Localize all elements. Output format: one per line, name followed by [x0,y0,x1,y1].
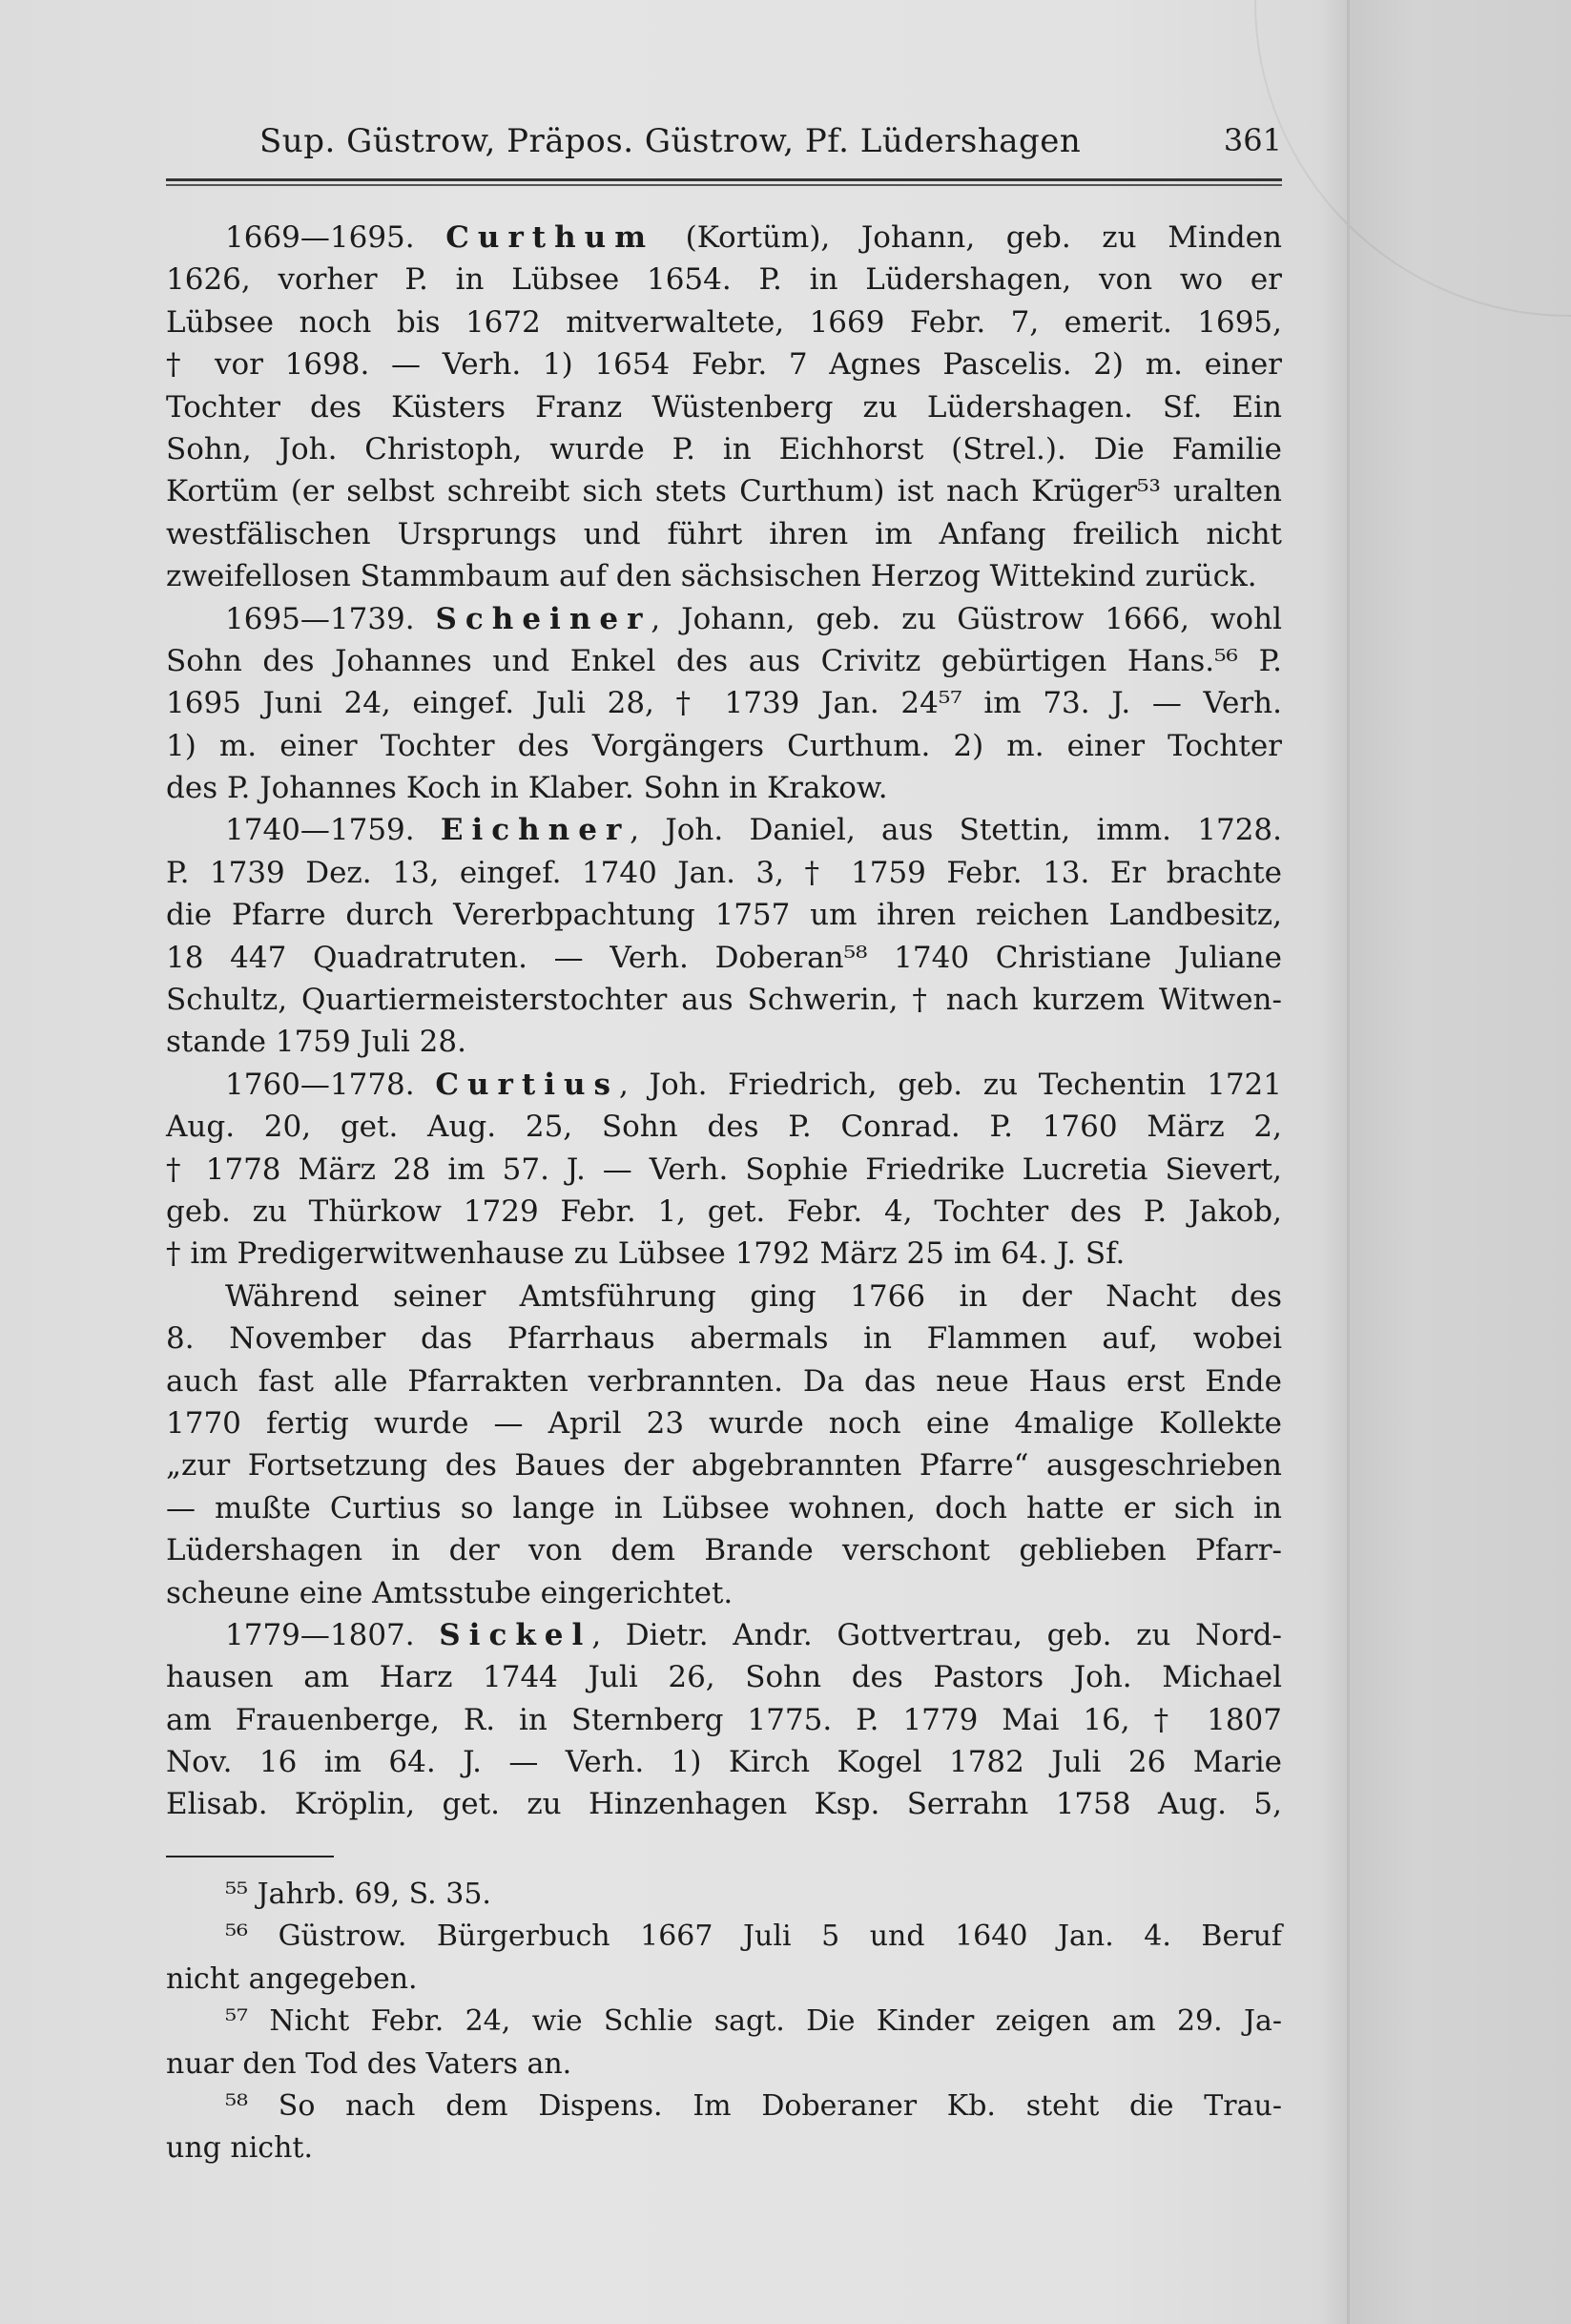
text-line [166,1402,1282,1444]
text-line [166,767,1282,809]
text-line [166,1233,1282,1275]
text-segment: Tochter des Küsters Franz Wüstenberg zu Lüdershagen. Sf. Ein [166,389,1282,425]
text-segment: „zur Fortsetzung des Baues der abgebrannten Pfarre“ ausgeschrieben [166,1448,1282,1484]
text-line [166,301,1282,343]
text-line [166,1656,1282,1698]
text-line [166,428,1282,470]
running-title: Sup. Güstrow, Präpos. Güstrow, Pf. Lüdershagen [259,122,1082,160]
text-segment: , Joh. Friedrich, geb. zu Techentin 1721 [618,1067,1282,1102]
text-line [166,470,1282,512]
header-rule-thin [166,184,1282,186]
text-segment: (Kortüm), Johann, geb. zu Minden [654,220,1282,255]
main-text [166,217,1282,1826]
text-segment: 8. November das Pfarrhaus abermals in Flammen auf, wobei [166,1321,1282,1357]
text-line [166,386,1282,428]
pastor-name: Curthum [445,220,654,255]
text-segment: 1626, vorher P. in Lübsee 1654. P. in Lüdershagen, von wo er [166,262,1282,298]
text-segment: nuar den Tod des Vaters an. [166,2046,572,2081]
text-line [166,1529,1282,1571]
text-segment: , Joh. Daniel, aus Stettin, imm. 1728. [630,813,1282,848]
text-segment: 1760—1778. [225,1067,436,1102]
running-header [166,122,1282,170]
text-line [166,894,1282,936]
text-segment: 1779—1807. [225,1617,440,1652]
text-line [166,1741,1282,1783]
text-line [166,598,1282,640]
text-segment: Elisab. Kröplin, get. zu Hinzenhagen Ksp. Serrahn 1758 Aug. 5, [166,1787,1282,1822]
pastor-name: Eichner [440,813,630,848]
text-segment: die Pfarre durch Vererbpachtung 1757 um ihren reichen Landbesitz, [166,898,1282,933]
text-segment: Sohn des Johannes und Enkel des aus Crivitz gebürtigen Hans.⁵⁶ P. [166,643,1282,678]
text-segment: geb. zu Thürkow 1729 Febr. 1, get. Febr. 4, Tochter des P. Jakob, [166,1193,1282,1229]
page-gutter-edge [1347,0,1350,2324]
text-segment: 1695 Juni 24, eingef. Juli 28, † 1739 Jan. 24⁵⁷ im 73. J. — Verh. [166,686,1282,721]
text-line [166,1572,1282,1614]
footnote-line [166,2127,1282,2169]
text-segment: nicht angegeben. [166,1961,418,1996]
text-segment: , Dietr. Andr. Gottvertrau, geb. zu Nord- [591,1617,1282,1652]
pastor-name: Scheiner [435,601,651,636]
text-segment: westfälischen Ursprungs und führt ihren im Anfang freilich nicht [166,516,1282,551]
text-line [166,852,1282,894]
text-line [166,1191,1282,1233]
text-segment: 1770 fertig wurde — April 23 wurde noch eine 4malige Kollekte [166,1405,1282,1441]
text-line [166,1699,1282,1741]
text-segment: 18 447 Quadratruten. — Verh. Doberan⁵⁸ 1740 Christiane Juliane [166,940,1282,975]
text-segment: ung nicht. [166,2131,314,2166]
text-line [166,513,1282,555]
text-line [166,640,1282,682]
text-segment: 1669—1695. [225,220,446,255]
text-line [166,343,1282,385]
page-number: 361 [1223,122,1282,158]
footnote-line [166,2001,1282,2043]
text-segment: zweifellosen Stammbaum auf den sächsischen Herzog Wittekind zurück. [166,559,1257,594]
footnote-line [166,1916,1282,1958]
text-segment: des P. Johannes Koch in Klaber. Sohn in Krakow. [166,771,888,806]
pastor-name: Sickel [439,1617,592,1652]
text-line [166,1487,1282,1529]
text-line [166,1783,1282,1825]
text-segment: hausen am Harz 1744 Juli 26, Sohn des Pastors Joh. Michael [166,1660,1282,1695]
text-line [166,1276,1282,1318]
text-segment: † im Predigerwitwenhause zu Lübsee 1792 März 25 im 64. J. Sf. [166,1236,1126,1272]
text-segment: Nov. 16 im 64. J. — Verh. 1) Kirch Kogel 1782 Juli 26 Marie [166,1745,1282,1780]
page-curl-shadow [1254,0,1571,317]
text-line [166,1444,1282,1486]
text-line [166,682,1282,724]
text-line [166,725,1282,767]
text-segment: ⁵⁶ Güstrow. Bürgerbuch 1667 Juli 5 und 1640 Jan. 4. Beruf [225,1919,1282,1954]
header-rule-thick [166,178,1282,181]
text-line [166,1318,1282,1359]
text-segment: Kortüm (er selbst schreibt sich stets Curthum) ist nach Krüger⁵³ uralten [166,474,1282,509]
footnote-line [166,2044,1282,2085]
text-segment: 1740—1759. [225,813,441,848]
text-segment: ⁵⁷ Nicht Febr. 24, wie Schlie sagt. Die Kinder zeigen am 29. Ja- [225,2004,1282,2039]
text-segment: stande 1759 Juli 28. [166,1025,466,1060]
footnote-line [166,2085,1282,2127]
text-segment: — mußte Curtius so lange in Lübsee wohnen, doch hatte er sich in [166,1490,1282,1525]
text-segment: † vor 1698. — Verh. 1) 1654 Febr. 7 Agnes Pascelis. 2) m. einer [166,347,1282,383]
text-segment: Schultz, Quartiermeisterstochter aus Schwerin, † nach kurzem Witwen- [166,983,1282,1018]
text-segment: P. 1739 Dez. 13, eingef. 1740 Jan. 3, † 1759 Febr. 13. Er brachte [166,855,1282,890]
text-segment: 1) m. einer Tochter des Vorgängers Curthum. 2) m. einer Tochter [166,728,1282,763]
text-segment: Lübsee noch bis 1672 mitverwaltete, 1669 Febr. 7, emerit. 1695, [166,304,1282,340]
footnotes [166,1874,1282,2170]
footnote-line [166,1874,1282,1916]
text-segment: † 1778 März 28 im 57. J. — Verh. Sophie Friedrike Lucretia Sievert, [166,1152,1282,1187]
text-line [166,1021,1282,1063]
text-segment: scheune eine Amtsstube eingerichtet. [166,1575,734,1610]
text-line [166,217,1282,259]
text-segment: 1695—1739. [225,601,436,636]
text-line [166,809,1282,851]
text-line [166,1106,1282,1148]
text-segment: , Johann, geb. zu Güstrow 1666, wohl [651,601,1282,636]
footnote-separator [166,1856,334,1857]
text-line [166,979,1282,1021]
text-line [166,259,1282,301]
text-line [166,1064,1282,1106]
text-line [166,555,1282,597]
text-segment: Sohn, Joh. Christoph, wurde P. in Eichhorst (Strel.). Die Familie [166,431,1282,467]
text-segment: Während seiner Amtsführung ging 1766 in der Nacht des [225,1278,1282,1314]
pastor-name: Curtius [435,1067,619,1102]
text-segment: ⁵⁵ Jahrb. 69, S. 35. [225,1878,491,1911]
text-segment: auch fast alle Pfarrakten verbrannten. Da das neue Haus erst Ende [166,1363,1282,1399]
text-line [166,1360,1282,1402]
text-line [166,1614,1282,1656]
text-line [166,937,1282,979]
text-segment: ⁵⁸ So nach dem Dispens. Im Doberaner Kb. steht die Trau- [225,2088,1282,2123]
text-segment: am Frauenberge, R. in Sternberg 1775. P. 1779 Mai 16, † 1807 [166,1702,1282,1737]
text-segment: Lüdershagen in der von dem Brande verschont geblieben Pfarr- [166,1533,1282,1568]
text-segment: Aug. 20, get. Aug. 25, Sohn des P. Conrad. P. 1760 März 2, [166,1110,1282,1145]
text-line [166,1149,1282,1191]
footnote-line [166,1959,1282,2001]
